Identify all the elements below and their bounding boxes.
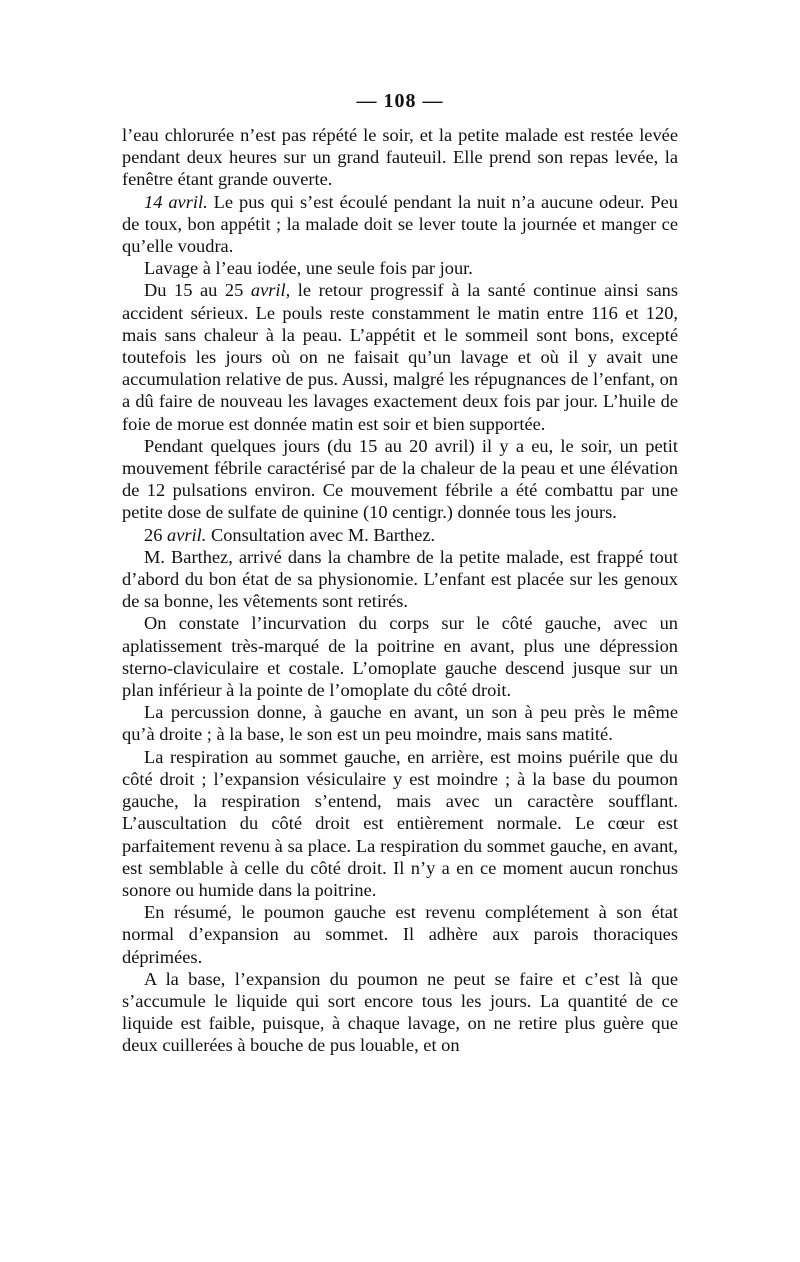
paragraph-text: La respiration au sommet gauche, en arrière, est moins puérile que du côté droit ; l’expansion vésiculaire y est moindre ; à la base du poumon gauche, la respiration s’entend, mais avec un caractère soufflant. L’auscultation du côté droit est entièrement normale. Le cœur est parfaitement revenu à sa place. La respiration du sommet gauche, en avant, est semblable à celle du côté droit. Il n’y a en ce moment aucun ronchus sonore ou humide dans la poitrine. xyxy=(122,746,678,900)
paragraph-text: le retour progressif à la santé continue ainsi sans accident sérieux. Le pouls reste constamment le matin entre 116 et 120, mais sans chaleur à la peau. L’appétit et le sommeil sont bons, excepté toutefois les jours où on ne faisait qu’un lavage et où il y avait une accumulation relative de pus. Aussi, malgré les répugnances de l’enfant, on a dû faire de nouveau les lavages exactement deux fois par jour. L’huile de foie de morue est donnée matin est soir et bien supportée. xyxy=(122,280,679,434)
paragraph-text: A la base, l’expansion du poumon ne peut se faire et c’est là que s’accumule le liquide qui sort encore tous les jours. La quantité de ce liquide est faible, puisque, à chaque lavage, on ne retire plus guère que deux cuillerées à bouche de pus louable, et on xyxy=(122,968,678,1056)
paragraph-p12 xyxy=(122,968,678,1057)
paragraph-p5 xyxy=(122,435,678,524)
paragraph-p3 xyxy=(122,257,678,279)
paragraph-text: 26 xyxy=(144,524,167,545)
paragraph-p11 xyxy=(122,901,678,968)
paragraph-p6 xyxy=(122,524,678,546)
paragraph-text: On constate l’incurvation du corps sur le côté gauche, avec un aplatissement très-marqué de la poitrine en avant, plus une dépression sterno-claviculaire et costale. L’omoplate gauche descend jusque sur un plan inférieur à la pointe de l’omoplate du côté droit. xyxy=(122,613,678,701)
paragraph-p7 xyxy=(122,546,678,613)
paragraph-text: Consultation avec M. Barthez. xyxy=(206,524,436,545)
paragraph-text: Lavage à l’eau iodée, une seule fois par jour. xyxy=(144,258,473,279)
paragraph-text: Pendant quelques jours (du 15 au 20 avril) il y a eu, le soir, un petit mouvement fébrile caractérisé par de la chaleur de la peau et une élévation de 12 pulsations environ. Ce mouvement fébrile a été combattu par une petite dose de sulfate de quinine (10 centigr.) donnée tous les jours. xyxy=(122,435,678,523)
paragraph-p9 xyxy=(122,701,678,745)
paragraph-text: Le pus qui s’est écoulé pendant la nuit n’a aucune odeur. Peu de toux, bon appétit ; la malade doit se lever toute la journée et manger ce qu’elle voudra. xyxy=(122,191,678,257)
page-number: — 108 — xyxy=(356,90,444,112)
paragraph-p1 xyxy=(122,124,678,191)
date-text: 14 avril. xyxy=(144,191,208,212)
date-text: avril, xyxy=(250,280,291,301)
paragraph-p8 xyxy=(122,612,678,701)
paragraph-text: M. Barthez, arrivé dans la chambre de la petite malade, est frappé tout d’abord du bon état de sa physionomie. L’enfant est placée sur les genoux de sa bonne, les vêtements sont retirés. xyxy=(122,546,678,612)
body-text xyxy=(122,124,678,1057)
paragraph-text: l’eau chlorurée n’est pas répété le soir, et la petite malade est restée levée pendant deux heures sur un grand fauteuil. Elle prend son repas levée, la fenêtre étant grande ouverte. xyxy=(122,125,678,190)
date-text: avril. xyxy=(167,524,207,545)
paragraph-p10 xyxy=(122,746,678,901)
paragraph-text: Du 15 au 25 xyxy=(144,280,251,301)
paragraph-text: En résumé, le poumon gauche est revenu complétement à son état normal d’expansion au sommet. Il adhère aux parois thoraciques déprimées. xyxy=(122,902,678,967)
paragraph-p2 xyxy=(122,191,678,258)
paragraph-text: La percussion donne, à gauche en avant, un son à peu près le même qu’à droite ; à la base, le son est un peu moindre, mais sans matité. xyxy=(122,702,678,745)
paragraph-p4 xyxy=(122,279,678,434)
book-page xyxy=(122,88,678,1057)
